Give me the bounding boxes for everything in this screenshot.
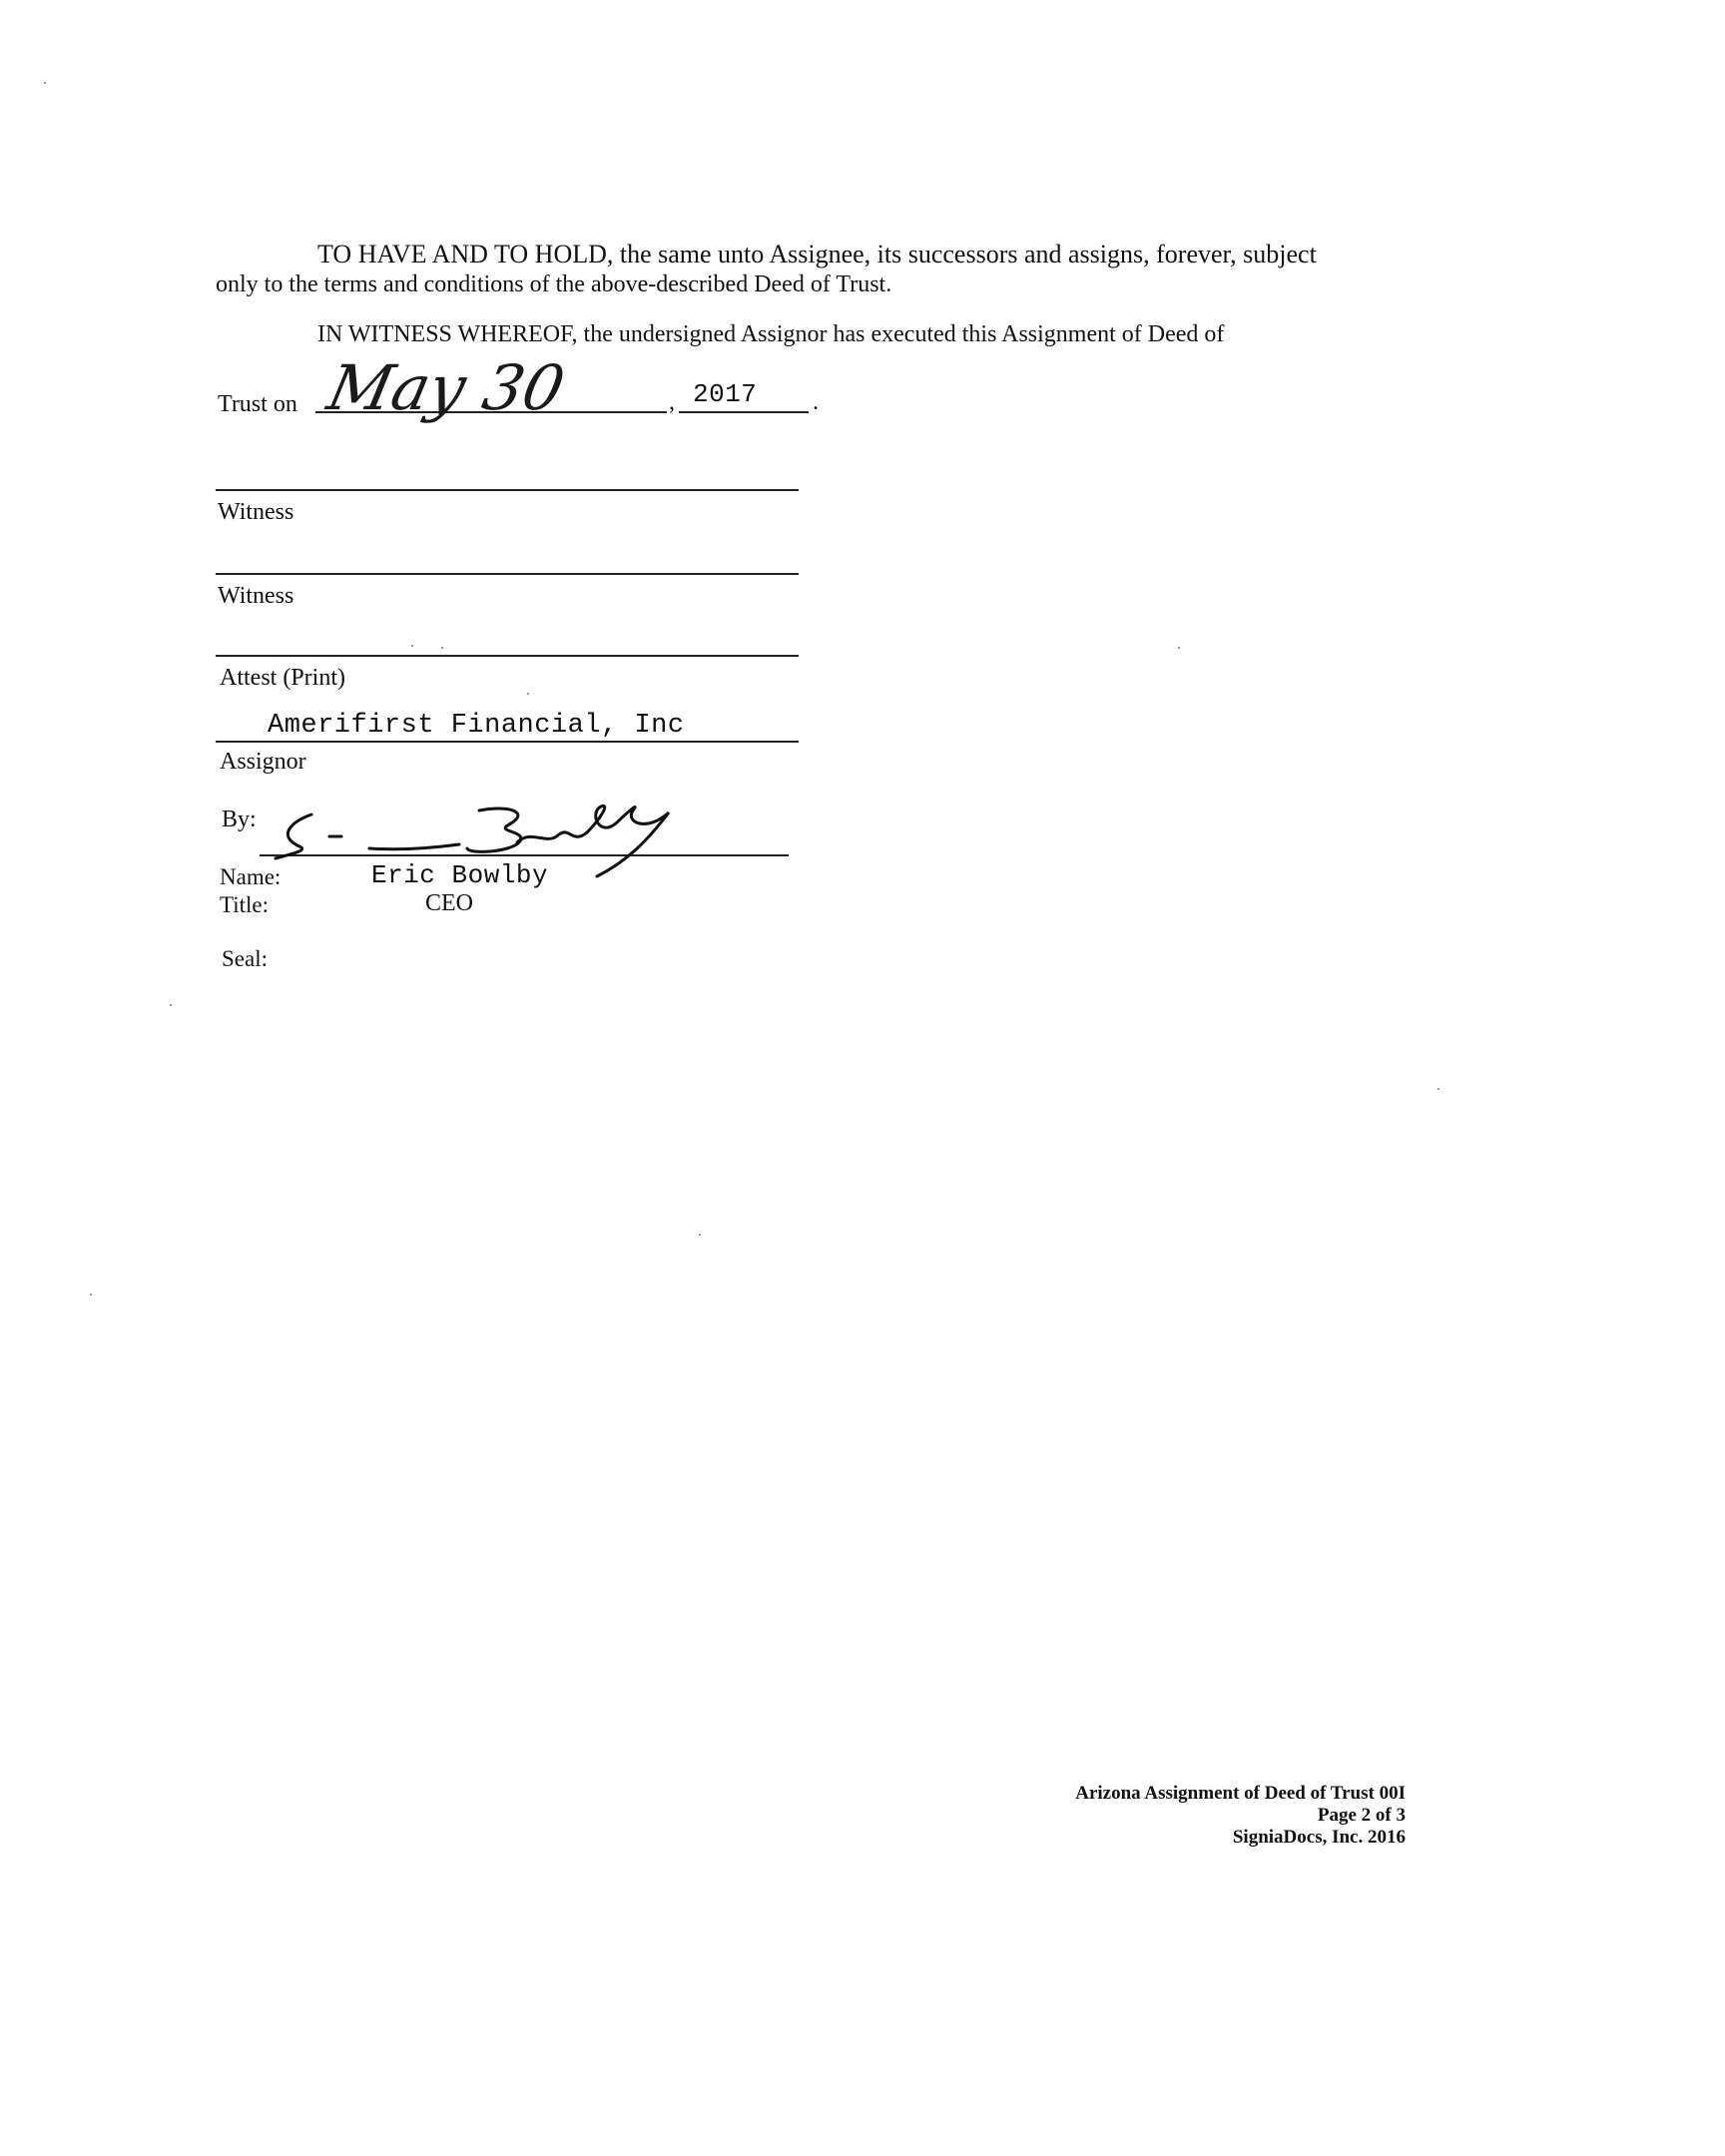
- footer-page-number: Page 2 of 3: [1317, 1805, 1406, 1826]
- scan-speck: [1178, 647, 1180, 649]
- assignor-value: Amerifirst Financial, Inc: [268, 711, 685, 741]
- paragraph1-line2: only to the terms and conditions of the above-described Deed of Trust.: [216, 271, 892, 297]
- scan-speck: [44, 82, 46, 84]
- footer-form-name: Arizona Assignment of Deed of Trust 00I: [1075, 1783, 1406, 1804]
- name-value: Eric Bowlby: [371, 860, 549, 890]
- scan-speck: [441, 647, 443, 649]
- scan-speck: [527, 693, 529, 695]
- assignor-label: Assignor: [220, 749, 306, 775]
- name-label: Name:: [220, 864, 282, 889]
- year-underline: [679, 411, 809, 413]
- scan-speck: [699, 1234, 701, 1236]
- trust-on-label: Trust on: [218, 391, 297, 417]
- date-year: 2017: [693, 379, 758, 409]
- witness1-line: [216, 489, 799, 491]
- date-period: .: [813, 389, 819, 415]
- scan-speck: [170, 1004, 172, 1006]
- witness2-line: [216, 573, 799, 575]
- scan-speck: [411, 645, 413, 647]
- by-label: By:: [222, 807, 257, 832]
- date-comma: ,: [669, 389, 675, 415]
- paragraph1-line1: TO HAVE AND TO HOLD, the same unto Assignee, its successors and assigns, forever, subject: [317, 240, 1317, 269]
- attest-line: [216, 655, 799, 657]
- paragraph2-line1: IN WITNESS WHEREOF, the undersigned Assignor has executed this Assignment of Deed of: [317, 321, 1225, 347]
- seal-label: Seal:: [222, 946, 268, 971]
- handwritten-date: May 30: [321, 351, 571, 424]
- attest-label: Attest (Print): [220, 665, 345, 691]
- scan-speck: [90, 1294, 92, 1296]
- title-label: Title:: [220, 892, 270, 917]
- assignor-line: [216, 741, 799, 743]
- title-value: CEO: [425, 890, 473, 916]
- witness2-label: Witness: [218, 583, 294, 609]
- witness1-label: Witness: [218, 499, 294, 525]
- footer-copyright: SigniaDocs, Inc. 2016: [1232, 1827, 1406, 1848]
- scan-speck: [1438, 1088, 1439, 1090]
